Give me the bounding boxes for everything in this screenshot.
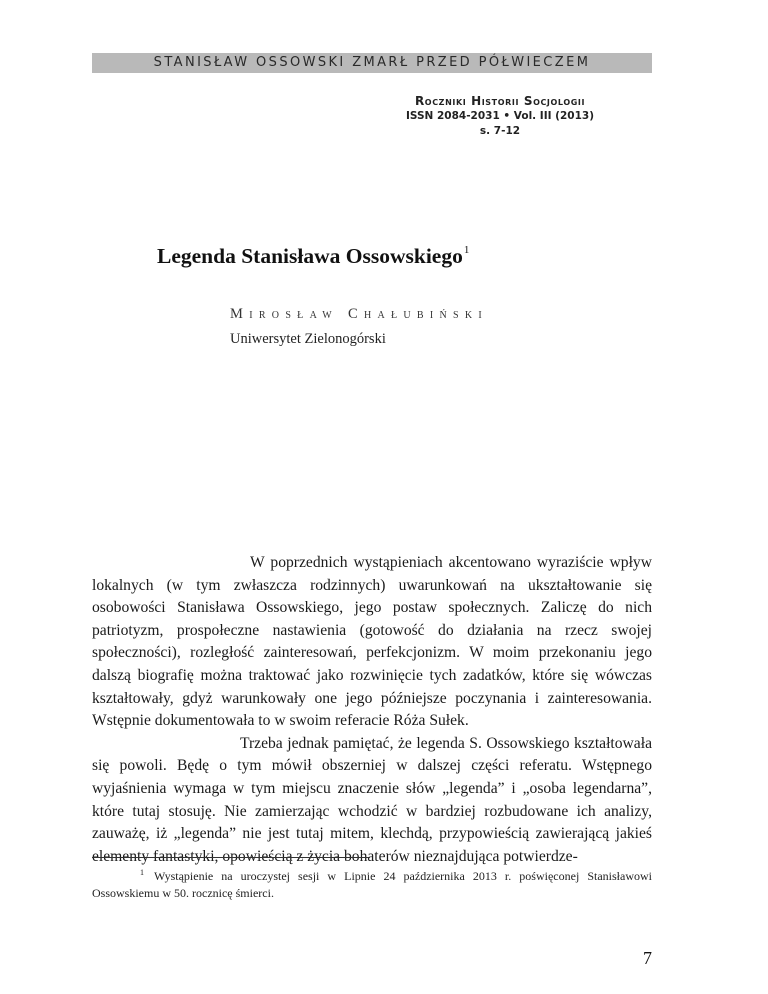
footnote-text: Wystąpienie na uroczystej sesji w Lipnie 24 października 2013 r. poświęconej Stanisławowi Ossowskiemu w 50. rocznicę śmierci. bbox=[92, 869, 652, 900]
page-number: 7 bbox=[643, 948, 652, 968]
author-affiliation: Uniwersytet Zielonogórski bbox=[230, 331, 386, 347]
paragraph-2: Trzeba jednak pamiętać, że legenda S. Ossowskiego kształtowała się powoli. Będę o tym mówił obszerniej w dalszej części referatu. Wstępnego wyjaśnienia wymaga w tym miejscu znaczenie słów „legenda” i „osoba legendarna”, które tutaj stosuję. Nie zamierzając wchodzić w bardziej rozbudowane ich analizy, zauważę, iż „legenda” nie jest tutaj mitem, klechdą, przypowieścią zawierającą jakieś elementy fantastyki, opowieścią z życia bohaterów nieznajdująca potwierdze- bbox=[92, 734, 652, 865]
author-name: Mirosław Chałubiński bbox=[230, 306, 489, 322]
article-title bbox=[157, 244, 469, 269]
running-head: STANISŁAW OSSOWSKI ZMARŁ PRZED PÓŁWIECZEM bbox=[92, 53, 652, 73]
paragraph-1: W poprzednich wystąpieniach akcentowano wyraziście wpływ lokalnych (w tym zwłaszcza rodzinnych) uwarunkowań na ukształtowanie się osobowości Stanisława Ossowskiego, jego postaw społecznych. Zaliczę do nich patriotyzm, prospołeczne nastawienia (gotowość do działania na rzecz swojej społeczności), rozległość zainteresowań, perfekcjonizm. W moim przekonaniu jego dalszą biografię można traktować jako rozwinięcie tych zadatków, które się wówczas kształtowały, gdyż warunkowały one jego późniejsze poczynania i zainteresowania. Wstępnie dokumentowała to w swoim referacie Róża Sułek. bbox=[92, 554, 652, 730]
article-title-text: Legenda Stanisława Ossowskiego bbox=[157, 244, 463, 268]
journal-issn-volume: ISSN 2084-2031 • Vol. III (2013) bbox=[405, 110, 595, 122]
journal-info bbox=[350, 94, 650, 139]
footnote-marker: 1 bbox=[140, 868, 144, 877]
journal-name: Roczniki Historii Socjologii bbox=[414, 94, 586, 108]
footnote bbox=[92, 864, 652, 902]
title-footnote-marker[interactable]: 1 bbox=[463, 244, 470, 256]
footnote-divider bbox=[92, 857, 370, 858]
body-text bbox=[92, 552, 652, 868]
journal-pages: s. 7-12 bbox=[479, 125, 521, 137]
